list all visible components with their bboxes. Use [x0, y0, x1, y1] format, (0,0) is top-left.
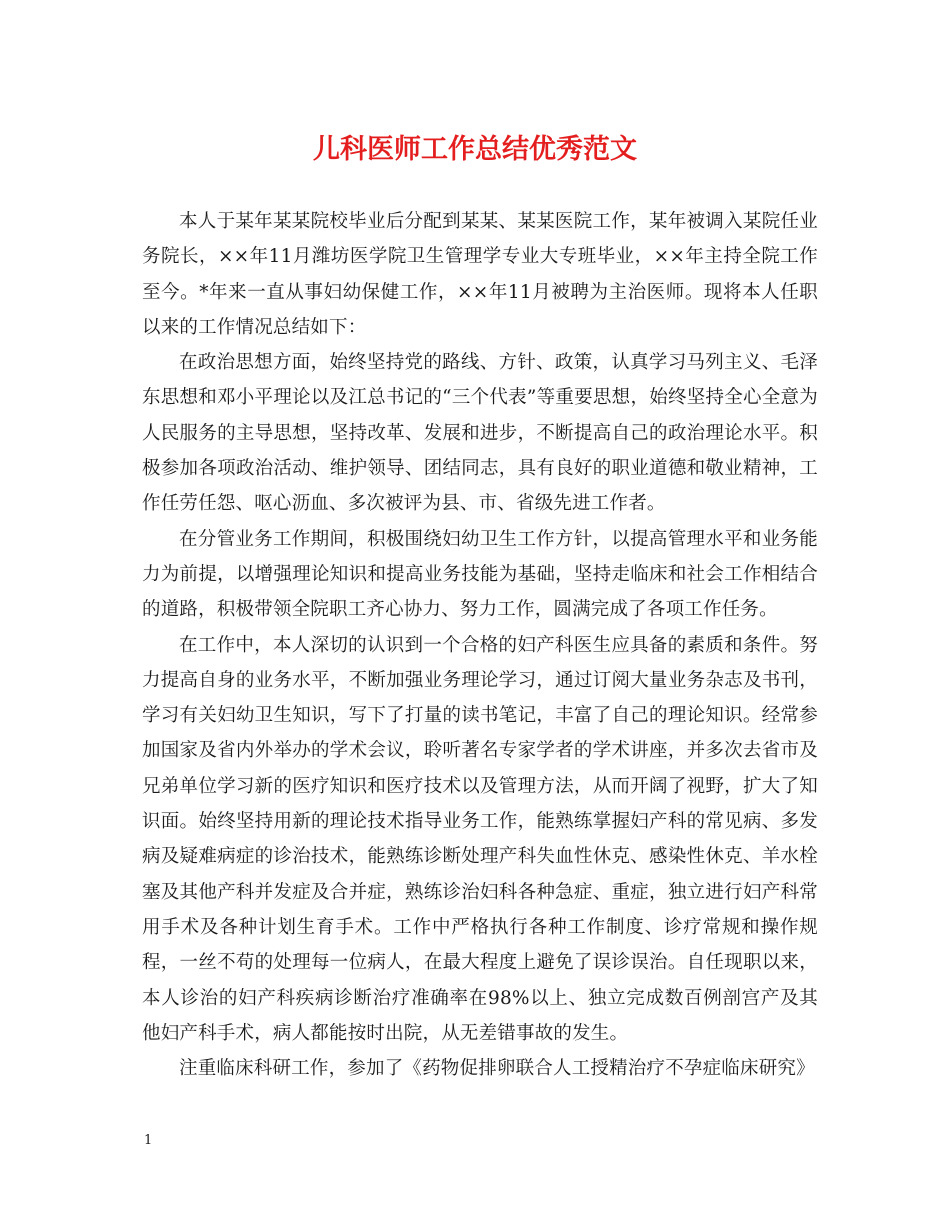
document-body: [142, 204, 818, 1086]
paragraph-1: 本人于某年某某院校毕业后分配到某某、某某医院工作，某年被调入某院任业务院长，××年11月潍坊医学院卫生管理学专业大专班毕业，××年主持全院工作至今。*年来一直从事妇幼保健工作，××年11月被聘为主治医师。现将本人任职以来的工作情况总结如下：: [142, 211, 818, 338]
paragraph-5: 注重临床科研工作，参加了《药物促排卵联合人工授精治疗不孕症临床研究》: [179, 1058, 815, 1080]
page-number: 1: [144, 1133, 153, 1148]
paragraph-3: 在分管业务工作期间，积极围绕妇幼卫生工作方针，以提高管理水平和业务能力为前提，以增强理论知识和提高业务技能为基础，坚持走临床和社会工作相结合的道路，积极带领全院职工齐心协力、努力工作，圆满完成了各项工作任务。: [142, 528, 818, 621]
paragraph-4: 在工作中，本人深切的认识到一个合格的妇产科医生应具备的素质和条件。努力提高自身的业务水平，不断加强业务理论学习，通过订阅大量业务杂志及书刊，学习有关妇幼卫生知识，写下了打量的读书笔记，丰富了自己的理论知识。经常参加国家及省内外举办的学术会议，聆听著名专家学者的学术讲座，并多次去省市及兄弟单位学习新的医疗知识和医疗技术以及管理方法，从而开阔了视野，扩大了知识面。始终坚持用新的理论技术指导业务工作，能熟练掌握妇产科的常见病、多发病及疑难病症的诊治技术，能熟练诊断处理产科失血性休克、感染性休克、羊水栓塞及其他产科并发症及合并症，熟练诊治妇科各种急症、重症，独立进行妇产科常用手术及各种计划生育手术。工作中严格执行各种工作制度、诊疗常规和操作规程，一丝不苟的处理每一位病人，在最大程度上避免了误诊误治。自任现职以来，本人诊治的妇产科疾病诊断治疗准确率在98%以上、独立完成数百例剖宫产及其他妇产科手术，病人都能按时出院，从无差错事故的发生。: [142, 634, 818, 1044]
page-title: 儿科医师工作总结优秀范文: [313, 134, 637, 165]
paragraph-2: 在政治思想方面，始终坚持党的路线、方针、政策，认真学习马列主义、毛泽东思想和邓小平理论以及江总书记的“三个代表”等重要思想，始终坚持全心全意为人民服务的主导思想，坚持改革、发展和进步，不断提高自己的政治理论水平。积极参加各项政治活动、维护领导、团结同志，具有良好的职业道德和敬业精神，工作任劳任怨、呕心沥血、多次被评为县、市、省级先进工作者。: [142, 352, 818, 515]
